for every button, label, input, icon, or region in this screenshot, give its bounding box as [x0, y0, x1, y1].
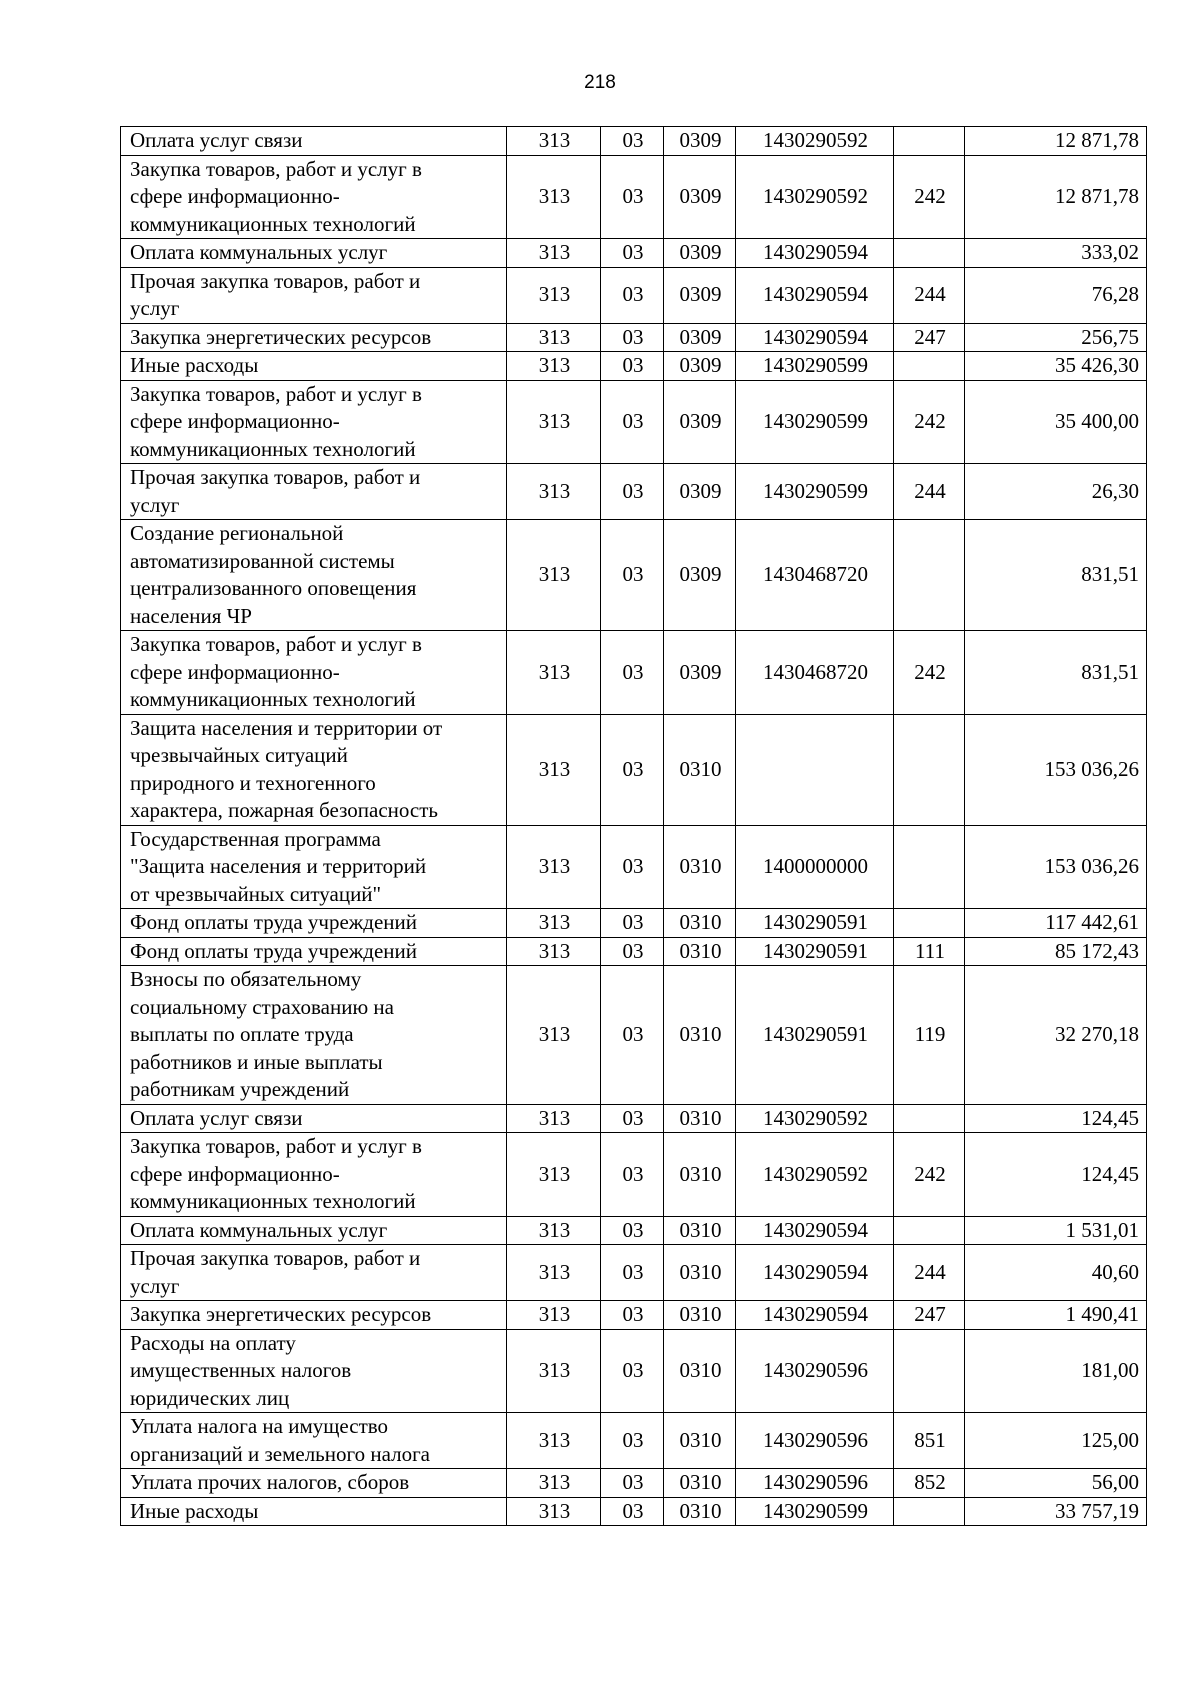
expense-name-cell — [121, 1301, 507, 1330]
amount-cell: 333,02 — [965, 239, 1147, 268]
subsection-code-cell: 0310 — [664, 1133, 736, 1217]
subsection-code-cell: 0309 — [664, 464, 736, 520]
amount-cell: 153 036,26 — [965, 825, 1147, 909]
table-row — [121, 380, 1147, 464]
target-item-code-cell: 1430290599 — [736, 464, 894, 520]
expense-name-cell — [121, 1104, 507, 1133]
subsection-code-cell: 0310 — [664, 1104, 736, 1133]
expense-name-text: Оплата услуг связи — [130, 1105, 303, 1130]
target-item-code-cell: 1430290594 — [736, 239, 894, 268]
target-item-code-cell: 1430290594 — [736, 1245, 894, 1301]
amount-cell: 1 490,41 — [965, 1301, 1147, 1330]
ministry-code-cell: 313 — [507, 1245, 601, 1301]
subsection-code-cell: 0310 — [664, 1413, 736, 1469]
section-code-cell: 03 — [601, 127, 664, 156]
subsection-code-cell: 0310 — [664, 1329, 736, 1413]
expense-name-cell — [121, 1216, 507, 1245]
table-row — [121, 155, 1147, 239]
amount-cell: 35 426,30 — [965, 352, 1147, 381]
ministry-code-cell: 313 — [507, 631, 601, 715]
section-code-cell: 03 — [601, 380, 664, 464]
table-row — [121, 1469, 1147, 1498]
ministry-code-cell: 313 — [507, 464, 601, 520]
expense-type-code-cell: 852 — [894, 1469, 965, 1498]
subsection-code-cell: 0309 — [664, 127, 736, 156]
budget-table — [120, 126, 1147, 1526]
subsection-code-cell: 0309 — [664, 155, 736, 239]
ministry-code-cell: 313 — [507, 1216, 601, 1245]
table-row — [121, 352, 1147, 381]
ministry-code-cell: 313 — [507, 1497, 601, 1526]
table-row — [121, 127, 1147, 156]
section-code-cell: 03 — [601, 1497, 664, 1526]
expense-name-text: Расходы на оплату имущественных налогов юридических лиц — [130, 1330, 352, 1410]
subsection-code-cell: 0310 — [664, 1497, 736, 1526]
expense-type-code-cell: 242 — [894, 1133, 965, 1217]
ministry-code-cell: 313 — [507, 1413, 601, 1469]
target-item-code-cell: 1430290591 — [736, 966, 894, 1105]
amount-cell: 256,75 — [965, 323, 1147, 352]
amount-cell: 32 270,18 — [965, 966, 1147, 1105]
amount-cell: 153 036,26 — [965, 714, 1147, 825]
subsection-code-cell: 0309 — [664, 267, 736, 323]
section-code-cell: 03 — [601, 239, 664, 268]
expense-type-code-cell: 111 — [894, 937, 965, 966]
target-item-code-cell: 1430290594 — [736, 1301, 894, 1330]
table-row — [121, 1216, 1147, 1245]
expense-type-code-cell: 244 — [894, 267, 965, 323]
section-code-cell: 03 — [601, 937, 664, 966]
table-row — [121, 1104, 1147, 1133]
table-row — [121, 631, 1147, 715]
target-item-code-cell: 1430290591 — [736, 909, 894, 938]
amount-cell: 12 871,78 — [965, 155, 1147, 239]
table-row — [121, 520, 1147, 631]
expense-name-cell — [121, 1469, 507, 1498]
expense-name-cell — [121, 966, 507, 1105]
subsection-code-cell: 0309 — [664, 380, 736, 464]
expense-name-text: Прочая закупка товаров, работ и услуг — [130, 465, 421, 517]
amount-cell: 124,45 — [965, 1133, 1147, 1217]
target-item-code-cell: 1430290592 — [736, 155, 894, 239]
table-row — [121, 267, 1147, 323]
table-row — [121, 825, 1147, 909]
subsection-code-cell: 0309 — [664, 239, 736, 268]
expense-type-code-cell — [894, 909, 965, 938]
expense-name-cell — [121, 323, 507, 352]
section-code-cell: 03 — [601, 1216, 664, 1245]
target-item-code-cell: 1430290596 — [736, 1469, 894, 1498]
section-code-cell: 03 — [601, 323, 664, 352]
expense-name-cell — [121, 1245, 507, 1301]
expense-name-text: Оплата услуг связи — [130, 128, 303, 152]
section-code-cell: 03 — [601, 352, 664, 381]
expense-type-code-cell — [894, 1104, 965, 1133]
section-code-cell: 03 — [601, 631, 664, 715]
ministry-code-cell: 313 — [507, 380, 601, 464]
table-row — [121, 1497, 1147, 1526]
amount-cell: 124,45 — [965, 1104, 1147, 1133]
amount-cell: 56,00 — [965, 1469, 1147, 1498]
expense-name-text: Фонд оплаты труда учреждений — [130, 938, 417, 963]
expense-type-code-cell — [894, 239, 965, 268]
subsection-code-cell: 0310 — [664, 966, 736, 1105]
expense-type-code-cell: 119 — [894, 966, 965, 1105]
page-number: 218 — [584, 72, 616, 93]
section-code-cell: 03 — [601, 1245, 664, 1301]
budget-table-body — [121, 127, 1147, 1526]
expense-name-text: Создание региональной автоматизированной системы централизованного оповещения населения ЧР — [130, 521, 417, 628]
expense-name-text: Прочая закупка товаров, работ и услуг — [130, 1246, 421, 1298]
subsection-code-cell: 0309 — [664, 352, 736, 381]
expense-name-cell — [121, 464, 507, 520]
ministry-code-cell: 313 — [507, 267, 601, 323]
target-item-code-cell: 1430290596 — [736, 1413, 894, 1469]
table-row — [121, 1413, 1147, 1469]
ministry-code-cell: 313 — [507, 1104, 601, 1133]
table-row — [121, 323, 1147, 352]
target-item-code-cell: 1430290599 — [736, 1497, 894, 1526]
expense-name-text: Оплата коммунальных услуг — [130, 240, 388, 264]
amount-cell: 76,28 — [965, 267, 1147, 323]
amount-cell: 181,00 — [965, 1329, 1147, 1413]
subsection-code-cell: 0310 — [664, 1301, 736, 1330]
subsection-code-cell: 0310 — [664, 1245, 736, 1301]
target-item-code-cell: 1430468720 — [736, 631, 894, 715]
expense-name-text: Закупка товаров, работ и услуг в сфере информационно- коммуникационных технологий — [130, 381, 422, 461]
expense-name-text: Закупка товаров, работ и услуг в сфере информационно- коммуникационных технологий — [130, 1134, 422, 1213]
ministry-code-cell: 313 — [507, 966, 601, 1105]
table-row — [121, 966, 1147, 1105]
amount-cell: 1 531,01 — [965, 1216, 1147, 1245]
subsection-code-cell: 0310 — [664, 909, 736, 938]
expense-name-text: Уплата налога на имущество организаций и земельного налога — [130, 1414, 430, 1466]
section-code-cell: 03 — [601, 1104, 664, 1133]
subsection-code-cell: 0310 — [664, 1216, 736, 1245]
expense-name-text: Фонд оплаты труда учреждений — [130, 910, 417, 934]
ministry-code-cell: 313 — [507, 155, 601, 239]
section-code-cell: 03 — [601, 1133, 664, 1217]
expense-name-text: Закупка товаров, работ и услуг в сфере информационно- коммуникационных технологий — [130, 632, 422, 711]
expense-name-text: Закупка энергетических ресурсов — [130, 324, 432, 349]
expense-name-cell — [121, 352, 507, 381]
target-item-code-cell: 1430290594 — [736, 1216, 894, 1245]
section-code-cell: 03 — [601, 825, 664, 909]
target-item-code-cell: 1430290592 — [736, 127, 894, 156]
ministry-code-cell: 313 — [507, 127, 601, 156]
expense-name-cell — [121, 937, 507, 966]
expense-type-code-cell: 244 — [894, 464, 965, 520]
expense-name-text: Закупка товаров, работ и услуг в сфере информационно- коммуникационных технологий — [130, 156, 422, 236]
expense-name-cell — [121, 631, 507, 715]
ministry-code-cell: 313 — [507, 352, 601, 381]
table-row — [121, 1245, 1147, 1301]
section-code-cell: 03 — [601, 155, 664, 239]
target-item-code-cell: 1430290591 — [736, 937, 894, 966]
section-code-cell: 03 — [601, 909, 664, 938]
subsection-code-cell: 0309 — [664, 520, 736, 631]
table-row — [121, 937, 1147, 966]
expense-name-text: Защита населения и территории от чрезвычайных ситуаций природного и техногенного характера, пожарная безопасность — [130, 715, 443, 822]
expense-name-cell — [121, 714, 507, 825]
expense-type-code-cell — [894, 520, 965, 631]
target-item-code-cell: 1430290592 — [736, 1133, 894, 1217]
expense-type-code-cell: 247 — [894, 323, 965, 352]
expense-name-cell — [121, 520, 507, 631]
expense-type-code-cell: 242 — [894, 631, 965, 715]
table-row — [121, 1301, 1147, 1330]
section-code-cell: 03 — [601, 267, 664, 323]
target-item-code-cell: 1430290594 — [736, 267, 894, 323]
target-item-code-cell: 1430290599 — [736, 352, 894, 381]
target-item-code-cell — [736, 714, 894, 825]
ministry-code-cell: 313 — [507, 909, 601, 938]
expense-name-cell — [121, 1133, 507, 1217]
section-code-cell: 03 — [601, 464, 664, 520]
expense-name-cell — [121, 267, 507, 323]
target-item-code-cell: 1430290596 — [736, 1329, 894, 1413]
amount-cell: 26,30 — [965, 464, 1147, 520]
section-code-cell: 03 — [601, 520, 664, 631]
amount-cell: 125,00 — [965, 1413, 1147, 1469]
expense-name-text: Взносы по обязательному социальному страхованию на выплаты по оплате труда работников и иные выплаты работникам учреждений — [130, 967, 394, 1101]
expense-name-cell — [121, 1329, 507, 1413]
expense-name-text: Прочая закупка товаров, работ и услуг — [130, 268, 421, 320]
amount-cell: 40,60 — [965, 1245, 1147, 1301]
expense-name-text: Иные расходы — [130, 353, 259, 377]
expense-type-code-cell — [894, 1329, 965, 1413]
subsection-code-cell: 0309 — [664, 631, 736, 715]
section-code-cell: 03 — [601, 1413, 664, 1469]
amount-cell: 35 400,00 — [965, 380, 1147, 464]
ministry-code-cell: 313 — [507, 825, 601, 909]
table-row — [121, 464, 1147, 520]
expense-name-text: Закупка энергетических ресурсов — [130, 1302, 432, 1326]
table-row — [121, 714, 1147, 825]
ministry-code-cell: 313 — [507, 239, 601, 268]
expense-name-text: Иные расходы — [130, 1498, 259, 1523]
expense-type-code-cell: 244 — [894, 1245, 965, 1301]
ministry-code-cell: 313 — [507, 937, 601, 966]
target-item-code-cell: 1430290594 — [736, 323, 894, 352]
expense-name-cell — [121, 127, 507, 156]
subsection-code-cell: 0310 — [664, 825, 736, 909]
expense-name-cell — [121, 380, 507, 464]
expense-name-text: Государственная программа "Защита населения и территорий от чрезвычайных ситуаций" — [130, 826, 427, 906]
ministry-code-cell: 313 — [507, 1329, 601, 1413]
amount-cell: 12 871,78 — [965, 127, 1147, 156]
target-item-code-cell: 1400000000 — [736, 825, 894, 909]
subsection-code-cell: 0310 — [664, 1469, 736, 1498]
ministry-code-cell: 313 — [507, 1301, 601, 1330]
amount-cell: 831,51 — [965, 631, 1147, 715]
expense-type-code-cell — [894, 1497, 965, 1526]
table-row — [121, 239, 1147, 268]
subsection-code-cell: 0309 — [664, 323, 736, 352]
amount-cell: 117 442,61 — [965, 909, 1147, 938]
section-code-cell: 03 — [601, 1469, 664, 1498]
ministry-code-cell: 313 — [507, 1469, 601, 1498]
amount-cell: 831,51 — [965, 520, 1147, 631]
subsection-code-cell: 0310 — [664, 937, 736, 966]
expense-type-code-cell: 242 — [894, 155, 965, 239]
amount-cell: 85 172,43 — [965, 937, 1147, 966]
amount-cell: 33 757,19 — [965, 1497, 1147, 1526]
expense-type-code-cell — [894, 714, 965, 825]
expense-name-cell — [121, 239, 507, 268]
expense-type-code-cell — [894, 127, 965, 156]
section-code-cell: 03 — [601, 1329, 664, 1413]
subsection-code-cell: 0310 — [664, 714, 736, 825]
expense-name-text: Оплата коммунальных услуг — [130, 1217, 388, 1242]
section-code-cell: 03 — [601, 966, 664, 1105]
expense-type-code-cell: 247 — [894, 1301, 965, 1330]
table-row — [121, 909, 1147, 938]
table-row — [121, 1133, 1147, 1217]
expense-name-cell — [121, 1497, 507, 1526]
ministry-code-cell: 313 — [507, 323, 601, 352]
expense-type-code-cell — [894, 352, 965, 381]
expense-type-code-cell: 242 — [894, 380, 965, 464]
expense-type-code-cell: 851 — [894, 1413, 965, 1469]
expense-name-text: Уплата прочих налогов, сборов — [130, 1470, 410, 1494]
target-item-code-cell: 1430468720 — [736, 520, 894, 631]
target-item-code-cell: 1430290592 — [736, 1104, 894, 1133]
expense-name-cell — [121, 1413, 507, 1469]
section-code-cell: 03 — [601, 1301, 664, 1330]
table-row — [121, 1329, 1147, 1413]
expense-name-cell — [121, 825, 507, 909]
ministry-code-cell: 313 — [507, 1133, 601, 1217]
ministry-code-cell: 313 — [507, 520, 601, 631]
ministry-code-cell: 313 — [507, 714, 601, 825]
expense-type-code-cell — [894, 825, 965, 909]
target-item-code-cell: 1430290599 — [736, 380, 894, 464]
section-code-cell: 03 — [601, 714, 664, 825]
expense-name-cell — [121, 155, 507, 239]
expense-name-cell — [121, 909, 507, 938]
expense-type-code-cell — [894, 1216, 965, 1245]
